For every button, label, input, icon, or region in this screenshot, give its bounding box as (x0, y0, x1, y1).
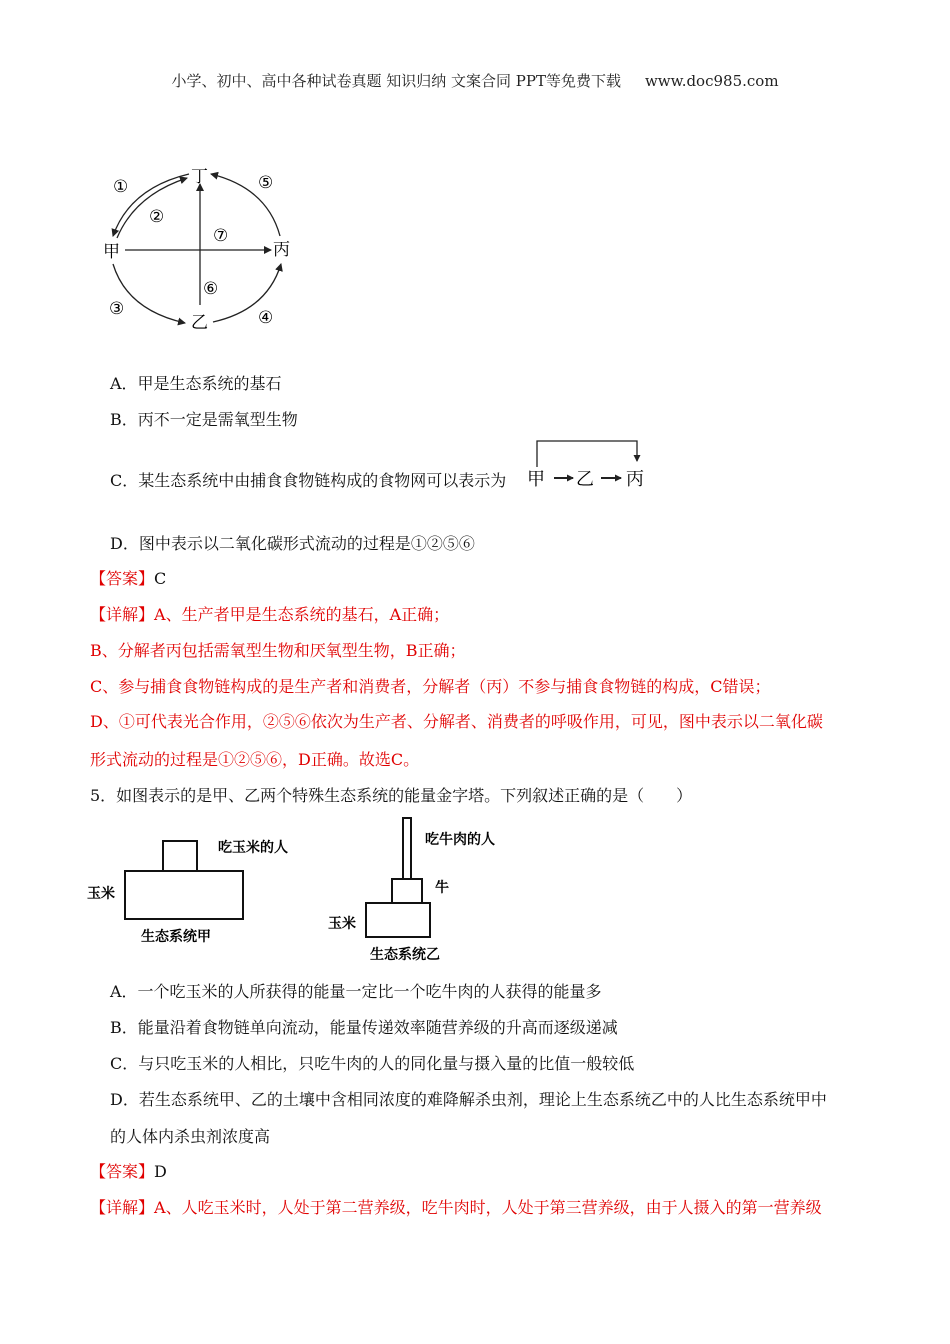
node-ding: 丁 (191, 167, 208, 187)
q5-option-d-2: 的人体内杀虫剂浓度高 (110, 1127, 271, 1146)
energy-pyramids (85, 814, 515, 966)
pyramid-b-mid (392, 879, 422, 903)
label-3: ③ (109, 299, 125, 319)
q4-option-c: C．某生态系统中由捕食食物链构成的食物网可以表示为 (110, 471, 507, 490)
food-web-figure (526, 437, 650, 493)
pyramid-a-base-label: 玉米 (87, 886, 115, 902)
q4-option-a: A．甲是生态系统的基石 (110, 374, 282, 393)
q4-detail-2: B、分解者丙包括需氧型生物和厌氧型生物，B正确； (90, 641, 466, 660)
label-7: ⑦ (213, 226, 229, 246)
q5-option-c: C．与只吃玉米的人相比，只吃牛肉的人的同化量与摄入量的比值一般较低 (110, 1054, 635, 1073)
node-yi: 乙 (191, 313, 208, 333)
header-url: www.doc985.com (644, 72, 779, 90)
web-yi: 乙 (576, 469, 594, 490)
pyramid-b-title: 生态系统乙 (370, 947, 440, 963)
pyramid-a-top (163, 841, 197, 871)
pyramid-b-base (366, 903, 430, 937)
web-jia: 甲 (527, 469, 545, 490)
pyramid-b-top (403, 818, 411, 879)
label-4: ④ (258, 308, 274, 328)
q5-stem: 5．如图表示的是甲、乙两个特殊生态系统的能量金字塔。下列叙述正确的是（ ） (90, 786, 693, 805)
page-header (0, 70, 950, 91)
q5-option-b: B．能量沿着食物链单向流动，能量传递效率随营养级的升高而逐级递减 (110, 1018, 618, 1037)
q4-detail-4: D、①可代表光合作用，②⑤⑥依次为生产者、分解者、消费者的呼吸作用，可见，图中表示以二氧化碳 (90, 712, 823, 731)
q4-detail-5: 形式流动的过程是①②⑤⑥，D正确。故选C。 (90, 750, 420, 769)
node-bing: 丙 (273, 240, 290, 260)
web-bing: 丙 (626, 469, 644, 490)
q5-option-a: A．一个吃玉米的人所获得的能量一定比一个吃牛肉的人获得的能量多 (110, 982, 602, 1001)
q5-answer: 【答案】D (90, 1162, 167, 1181)
pyramid-b-mid-label: 牛 (435, 880, 449, 896)
label-6: ⑥ (203, 279, 219, 299)
q5-detail-1: 【详解】A、人吃玉米时，人处于第二营养级，吃牛肉时，人处于第三营养级，由于人摄入的第一营养级 (90, 1198, 822, 1217)
q4-option-d: D．图中表示以二氧化碳形式流动的过程是①②⑤⑥ (110, 534, 475, 553)
node-jia: 甲 (103, 242, 120, 262)
pyramid-a-base (125, 871, 243, 919)
pyramid-b-base-label: 玉米 (328, 916, 356, 932)
q5-option-d-1: D．若生态系统甲、乙的土壤中含相同浓度的难降解杀虫剂，理论上生态系统乙中的人比生态系统甲中 (110, 1090, 827, 1109)
header-text: 小学、初中、高中各种试卷真题 知识归纳 文案合同 PPT等免费下载 (171, 72, 621, 90)
q4-detail-3: C、参与捕食食物链构成的是生产者和消费者，分解者（丙）不参与捕食食物链的构成，C错误； (90, 677, 771, 696)
pyramid-b-top-label: 吃牛肉的人 (425, 832, 495, 848)
q4-option-b: B．丙不一定是需氧型生物 (110, 410, 298, 429)
q4-detail-1: 【详解】A、生产者甲是生态系统的基石，A正确； (90, 605, 450, 624)
web-bypass-arrow (537, 441, 637, 467)
label-5: ⑤ (258, 173, 274, 193)
pyramid-a-title: 生态系统甲 (141, 929, 211, 945)
carbon-cycle-diagram (95, 160, 305, 335)
label-2: ② (149, 207, 165, 227)
q4-answer: 【答案】C (90, 569, 167, 588)
label-1: ① (113, 177, 129, 197)
pyramid-a-top-label: 吃玉米的人 (218, 840, 288, 856)
